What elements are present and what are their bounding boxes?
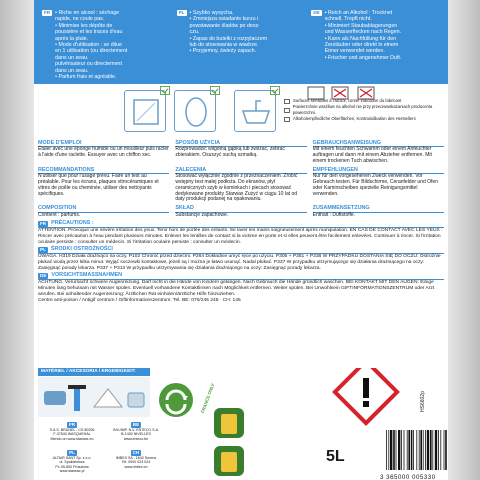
language-badge: FR (68, 422, 76, 427)
address-line: INV./IMP. N.V. ENTECO S.A. (112, 428, 159, 432)
barcode-bar (408, 430, 410, 470)
section-title: SKŁAD (175, 205, 306, 212)
feature-line: schnell, Tropft nicht. (324, 16, 372, 23)
language-badge: PL (40, 246, 46, 252)
language-badge: DE (313, 10, 320, 15)
address-fr (38, 422, 106, 441)
barcode-bar (427, 430, 429, 470)
triman-text: FRANCE ONLY (200, 382, 216, 414)
volume-label: 5L (326, 448, 345, 465)
barcode-bar (432, 430, 433, 470)
section-title: SPOSÓB UŻYCIA (175, 140, 306, 147)
language-badge: PL (69, 450, 75, 455)
address-pl (38, 450, 106, 474)
address-line: S.A.S. BRUNEL - CS 80206 (49, 428, 95, 432)
warning-de (38, 272, 444, 297)
warning-pl (38, 246, 444, 271)
barcode-bar (435, 430, 437, 470)
feature-line: • Kann als Nachfüllung für den (324, 35, 397, 42)
sponge-icon (44, 391, 66, 405)
address-line: B-1400 NIVELLES (121, 432, 151, 437)
feature-line: dans un seau. (55, 54, 89, 61)
barcode-bar (407, 430, 408, 470)
barcode-bar (440, 430, 441, 470)
barcode-bar (438, 430, 439, 470)
barcode-bar (390, 430, 392, 470)
bottle-icon (221, 414, 237, 434)
address-line: ul. Spółdzielcza (59, 460, 85, 465)
address-line: Tel. 0900 024 024 (121, 460, 151, 465)
section-text: Substancje zapachowe. (175, 211, 229, 218)
barcode-bar (411, 430, 413, 470)
barcode-bar (425, 430, 426, 470)
address-line: Mendu on www.starwax.eu (50, 436, 94, 441)
feature-line: • Riche en alcool : séchage (55, 10, 120, 16)
cloth-icon (94, 389, 122, 407)
sorting-info (194, 372, 264, 480)
section-title: COMPOSITION (38, 205, 169, 212)
language-badge: FR (40, 220, 47, 226)
section-text: Étaler avec une éponge humide ou un mouilleur puis racler à l'aide d'une raclette. Essuyer avec un chiffon sec. (38, 146, 169, 159)
feature-line: dans un seau. (55, 67, 89, 74)
product-label (34, 0, 448, 480)
lot-code: HS6602p (420, 391, 426, 412)
background-left (0, 0, 34, 480)
feature-line: • Szybko wysycha. (189, 10, 234, 16)
warning-text: ATTENTION. Provoque une sévère irritation des yeux. Tenir hors de portée des enfants. Se laver les mains soigneusement après manipulation. EN CAS DE CONTACT AVEC LES YEUX : Rincer avec précaution à l'eau pendant plusieurs minutes. Enlever les lentilles de contact si la victime en porte et si elles peuvent être facilement enlevées. Continuer à rincer. Si l'irritation oculaire persiste : consulter un médecin. Si l'irritation oculaire persiste : consulter un médecin. (38, 227, 443, 245)
feature-line: pulvérisateur ou directement (55, 61, 122, 68)
check-icon (270, 86, 280, 95)
section-title: EMPFEHLUNGEN (313, 167, 444, 174)
feature-line: après la pluie. (55, 35, 89, 42)
barcode-bar (404, 430, 405, 470)
warning-title: ŚRODKI OSTROŻNOŚCI (50, 246, 113, 253)
feature-line: • Mode d'utilisation : se dilue (55, 42, 122, 49)
bucket-icon (128, 393, 144, 407)
triman-logo (155, 376, 197, 436)
barcode-bar (423, 430, 424, 470)
legend-square-icon (284, 108, 290, 113)
barcode-bar (401, 430, 402, 470)
feature-line: • Zapas do butelki z rozpylaczem (189, 35, 268, 42)
section-text: Contient : parfums. (38, 211, 81, 218)
section-text: Enthält : Duftstoffe. (312, 211, 356, 218)
section-text: N'utiliser que pour l'usage prévu. Faire un test au préalable. Pour les écrans, plaques vitrocéramiques et vitres de poêle ou cheminée, utiliser des nettoyants spécifiques. (38, 173, 159, 197)
features-banner (34, 0, 448, 84)
footer-area (34, 368, 448, 480)
feature-line: • Przyjemny, świeży zapach. (189, 48, 257, 55)
barcode (384, 430, 448, 476)
legend-text: Alkoholempfindliche Oberflächen, Kontraindikation des Herstellers (293, 116, 416, 121)
bin-icon (221, 452, 237, 472)
language-badge: PL (178, 10, 185, 15)
feature-line: en 1 utilisation (ou directement (55, 48, 128, 55)
poison-center-line: Centre anti-poison / Antigif centrum / Giftinformationszentrum: Tel. BE: 070/245 245 · CH: 145 (38, 298, 241, 304)
features-column-pl (177, 10, 306, 84)
address-line: www.enteco.be (123, 436, 149, 441)
instructions-sections (38, 140, 444, 304)
barcode-bar (416, 430, 417, 470)
address-line: www.imbex.ch (124, 464, 148, 469)
section-title: ZUSAMMENSETZUNG (313, 205, 444, 212)
address-line: IMBEX SA - 1642 Sorens (115, 456, 157, 460)
feature-line: • Zmniejsza osiadanie kurzu i (189, 16, 259, 23)
section-title: GEBRAUCHSANWEISUNG (313, 140, 444, 147)
feature-line: • Frischer und angenehmer Duft. (324, 54, 402, 61)
section-row (38, 140, 444, 165)
bucket-icon (134, 94, 154, 114)
feature-line: • Reich an Alkohol : Trocknet (324, 10, 393, 16)
legend-text: Surfaces sensibles à l'alcool, contre indication du fabricant (293, 98, 402, 103)
section-row (38, 205, 444, 218)
feature-line: • Parfum frais et agréable. (55, 74, 117, 81)
section-text: Mit einem feuchten Schwamm oder einem Anfeuchter auftragen und dann mit einem Abzieher entfernen. Mit einem trockenen Tuch abwischen. (312, 146, 432, 164)
warning-title: VORSICHTSMASSNAHMEN (51, 272, 123, 279)
barcode-bar (444, 430, 445, 470)
barcode-bar (445, 430, 447, 470)
barcode-bar (430, 430, 432, 470)
legend-square-icon (284, 99, 290, 104)
barcode-bar (413, 430, 414, 470)
address-line: F-37540 WASQUEHAL (53, 432, 91, 437)
feature-line: und Wasserflecken nach Regen. (324, 29, 402, 36)
feature-line: poussière et les traces d'eau (55, 29, 123, 36)
material-label: MATÉRIEL / AKCESORIA / ERGEBIGKEIT: (38, 368, 150, 376)
language-badge: CH (132, 450, 140, 455)
barcode-bar (388, 430, 389, 470)
features-column-fr (42, 10, 171, 84)
feature-line: lub do stosowania w wiadrze. (189, 42, 259, 49)
check-icon (160, 86, 170, 95)
features-column-de (311, 10, 440, 84)
legend-square-icon (284, 117, 290, 122)
material-icons (38, 377, 150, 417)
background-right (448, 0, 480, 480)
feature-line: powstawanie śladów po desz- (189, 22, 260, 29)
barcode-bar (393, 430, 395, 470)
warning-fr (38, 220, 444, 245)
section-title: RECOMMANDATIONS (38, 167, 169, 174)
feature-line: • Minimiert Staubablagerungen (324, 22, 398, 29)
check-icon (210, 86, 220, 95)
language-badge: BE (132, 422, 140, 427)
sink-icon (234, 90, 276, 132)
feature-line: rapide, ne coule pas. (55, 16, 105, 23)
section-text: Stosować wyłącznie zgodnie z przeznaczeniem. Zrobić wstępny test małej podłoża. Do ekranów, płyt ceramicznych szyb w kominkach i piecach stosować dedykowane produkty Starwax Zużyć w ciągu 10 lat od daty produkcji podanej na opakowaniu. (175, 173, 298, 203)
feature-line: Eimer verwendet werden. (324, 48, 385, 55)
section-title: ZALECENIA (175, 167, 306, 174)
legend-text: Powierzchnie wrażliwe na alkohol nie przy przeciwwskazaniach producenta powierzchni. (292, 104, 433, 115)
section-title: MODE D'EMPLOI (38, 140, 169, 147)
squeegee-icon (74, 387, 80, 411)
warning-text: UWAGA. H319 Działa drażniąco na oczy. P102 Chronić przed dziećmi. P264 Dokładnie umyć ręce po użyciu. P305 + P351 + P338 W PRZYPADKU DOSTANIA SIĘ DO OCZU: Ostrożnie płukać wodą przez kilka minut. Wyjąć soczewki kontaktowe, jeżeli są i można je łatwo usunąć. Nadal płukać. P337 W przypadku utrzymującego się działania drażniącego na oczy: Zasięgnąć porady lekarza. P337 + P313 W przypadku utrzymywania się działania drażniącego na oczy: Zasięgnąć porady lekarza. (38, 253, 441, 271)
barcode-bar (398, 430, 400, 470)
language-badge: DE (40, 272, 47, 278)
section-row (38, 167, 444, 203)
address-line: www.starwax.pl (59, 469, 85, 474)
mirror-icon (174, 90, 216, 132)
section-text: Nur für den vorgesehenen Zweck verwenden. Vor Gebrauch testen. Für Bildschirme, Ceranfelder und Ofen oder Kaminscheiben spezielle Reinigungsmittel verwenden. (312, 173, 438, 197)
feature-line: czu. (189, 29, 200, 36)
address-line: PL-05-800 Pruszków (55, 464, 89, 469)
feature-line: Zerstäuber oder direkt in einem (324, 42, 399, 49)
barcode-bar (420, 430, 422, 470)
barcode-bar (419, 430, 420, 470)
warning-title: PRÉCAUTIONS : (51, 220, 94, 227)
barcode-bar (386, 430, 387, 470)
section-text: Rozprowadzić wilgotną gąbką lub zwilżać, zebrać zbierakiem. Osuszyć suchą szmatką. (175, 146, 285, 159)
address-ch (102, 450, 170, 469)
barcode-number: 3 365000 005330 (380, 474, 436, 480)
feature-line: • Minimise les dépôts de (55, 22, 113, 29)
surfaces-legend (284, 98, 444, 122)
address-line: ALTAIR SANT Sp. z o.o. (52, 456, 92, 460)
warning-text: ACHTUNG. Verursacht schwere Augenreizung. Darf nicht in die Hände von Kindern gelangen. Nach Gebrauch die Hände gründlich waschen. BEI KONTAKT MIT DEN AUGEN: Einige Minuten lang behutsam mit Wasser spülen. Eventuell vorhandene Kontaktlinsen nach Möglichkeit entfernen. Weiter spülen. Bei Unwohlsein GIFTINFORMATIONSZENTRUM oder Arzt anrufen. Bei anhaltender Augenreizung: Ärztlichen Rat einholen/ärztliche Hilfe hinzuziehen. (38, 279, 435, 297)
language-badge: FR (44, 10, 51, 15)
barcode-bar (396, 430, 397, 470)
